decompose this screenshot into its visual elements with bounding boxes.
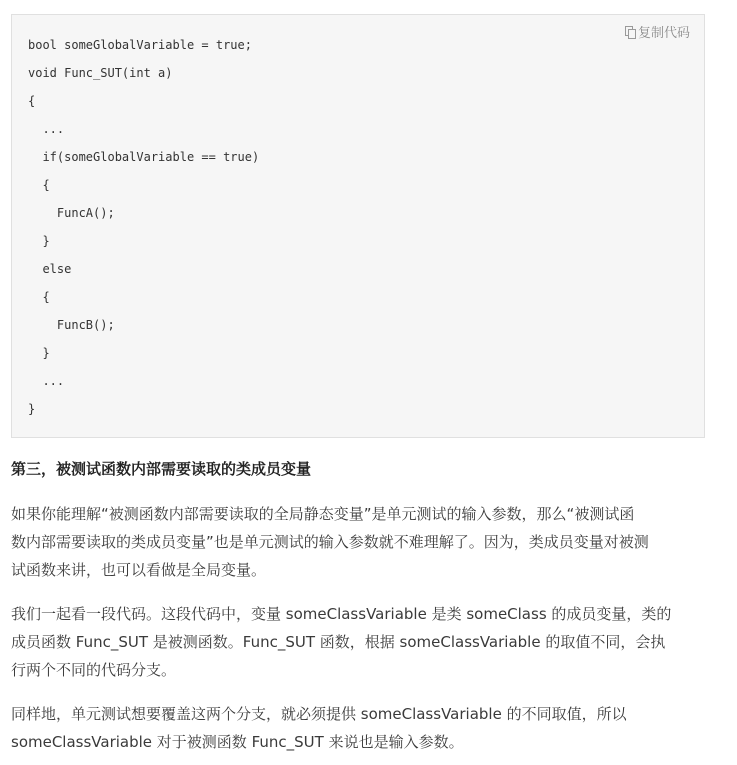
code-block xyxy=(11,14,705,438)
copy-code-label: 复制代码 xyxy=(637,26,690,41)
paragraph-line: 同样地，单元测试想要覆盖这两个分支，就必须提供 someClassVariable 的不同取值，所以 xyxy=(11,705,627,723)
paragraph xyxy=(11,600,711,684)
code-line: } xyxy=(28,234,50,248)
code-line: } xyxy=(28,346,50,360)
code-line: { xyxy=(28,94,36,108)
code-line: if(someGlobalVariable == true) xyxy=(28,150,260,164)
paragraph-line: 数内部需要读取的类成员变量”也是单元测试的输入参数就不难理解了。因为，类成员变量对被测 xyxy=(11,533,649,551)
code-line: } xyxy=(28,402,36,416)
code-line: else xyxy=(28,262,72,276)
code-line: FuncB(); xyxy=(28,318,115,332)
code-lines xyxy=(28,35,259,427)
code-line: { xyxy=(28,290,50,304)
paragraph-line: 如果你能理解“被测函数内部需要读取的全局静态变量”是单元测试的输入参数，那么“被测试函 xyxy=(11,505,635,523)
paragraph-line: someClassVariable 对于被测函数 Func_SUT 来说也是输入参数。 xyxy=(11,733,464,751)
copy-code-button[interactable] xyxy=(625,22,690,41)
code-line: void Func_SUT(int a) xyxy=(28,66,173,80)
code-line: ... xyxy=(28,122,65,136)
code-line: FuncA(); xyxy=(28,206,115,220)
copy-icon xyxy=(625,26,634,37)
section-heading: 第三，被测试函数内部需要读取的类成员变量 xyxy=(11,460,312,478)
paragraph-line: 我们一起看一段代码。这段代码中，变量 someClassVariable 是类 someClass 的成员变量，类的 xyxy=(11,605,672,623)
paragraph-line: 试函数来讲，也可以看做是全局变量。 xyxy=(11,561,267,579)
code-line: bool someGlobalVariable = true; xyxy=(28,38,252,52)
paragraph-line: 成员函数 Func_SUT 是被测函数。Func_SUT 函数，根据 someClassVariable 的取值不同，会执 xyxy=(11,633,666,651)
paragraph xyxy=(11,700,711,756)
code-line: { xyxy=(28,178,50,192)
paragraph-line: 行两个不同的代码分支。 xyxy=(11,661,177,679)
code-line: ... xyxy=(28,374,65,388)
paragraph xyxy=(11,500,711,584)
